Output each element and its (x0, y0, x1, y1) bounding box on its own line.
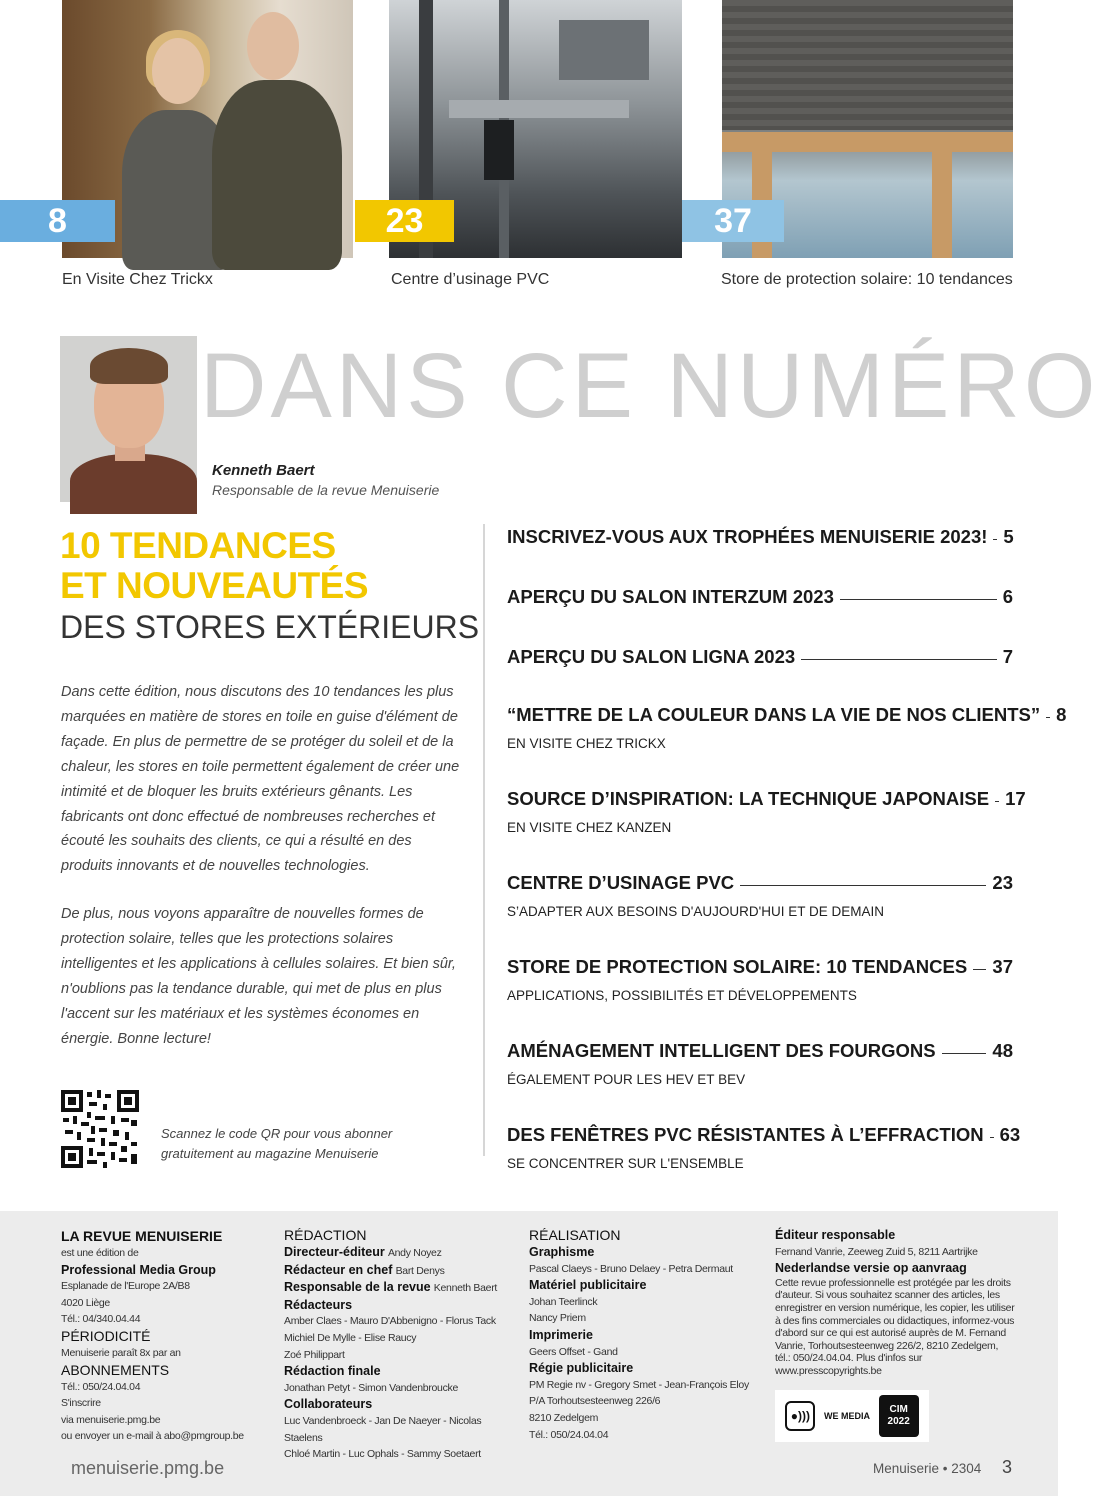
toc-title: APERÇU DU SALON LIGNA 2023 (507, 646, 796, 667)
toc-entry[interactable] (507, 872, 1013, 919)
lead-headline-line2: ET NOUVEAUTÉS (60, 565, 369, 606)
author-name: Kenneth Baert (212, 462, 315, 479)
toc-page: 8 (1056, 704, 1067, 725)
feature-page-number: 23 (355, 200, 454, 242)
masthead-publisher: LA REVUE MENUISERIE est une édition de Professional Media Group Esplanade de l'Europe 2A/B8 4020 Liège Tél.: 04/340.04.44 PÉRIODICITÉ Menuiserie paraît 8x par an ABONNEMENTS Tél.: 050/24.04.04 S'inscrire via menuiserie.pmg.be ou envoyer un e-mail à abo@pmgroup.be (61, 1227, 271, 1445)
toc-title: SOURCE D’INSPIRATION: LA TECHNIQUE JAPONAISE (507, 788, 990, 809)
subscribe-email[interactable]: ou envoyer un e-mail à abo@pmgroup.be (61, 1430, 244, 1443)
toc-title: AMÉNAGEMENT INTELLIGENT DES FOURGONS (507, 1040, 936, 1061)
toc-title: CENTRE D’USINAGE PVC (507, 872, 735, 893)
toc-page: 63 (999, 1124, 1021, 1145)
toc-title: DES FENÊTRES PVC RÉSISTANTES À L’EFFRACTION (507, 1124, 984, 1145)
toc-entry[interactable] (507, 586, 1013, 608)
toc-entry[interactable] (507, 956, 1013, 1003)
feature-page-number: 37 (682, 200, 784, 242)
qr-code-icon[interactable] (61, 1090, 139, 1168)
toc-page: 7 (1002, 646, 1013, 667)
toc-subtitle: ÉGALEMENT POUR LES HEV ET BEV (507, 1072, 746, 1087)
wemedia-logo: WE MEDIA (823, 1411, 870, 1421)
toc-entry[interactable] (507, 1040, 1013, 1087)
cim-logo: CIM 2022 (879, 1395, 919, 1437)
toc-title: INSCRIVEZ-VOUS AUX TROPHÉES MENUISERIE 2023! (507, 526, 988, 547)
toc-title: “METTRE DE LA COULEUR DANS LA VIE DE NOS CLIENTS” (507, 704, 1041, 725)
website-link[interactable]: menuiserie.pmg.be (71, 1458, 225, 1478)
masthead-title: LA REVUE MENUISERIE (61, 1228, 223, 1244)
toc-page: 23 (992, 872, 1013, 893)
toc-subtitle: APPLICATIONS, POSSIBILITÉS ET DÉVELOPPEMENTS (507, 988, 857, 1003)
lead-subheadline: DES STORES EXTÉRIEURS (60, 609, 480, 645)
masthead-production: RÉALISATION Graphisme Pascal Claeys - Bruno Delaey - Petra Dermaut Matériel publicitaire Johan Teerlinck Nancy Priem Imprimerie Geers Offset - Gand Régie publicitaire PM Regie nv - Gregory Smet - Jean-François Eloy P/A Torhoutsesteenweg 226/6 8210 Zedelgem Tél.: 050/24.04.04 (529, 1227, 749, 1441)
audio-accessibility-icon: ●))) (785, 1401, 815, 1431)
intro-paragraph: Dans cette édition, nous discutons des 10 tendances les plus marquées en matière de stores en toile en guise d'élément de façade. En plus de permettre de se protéger du soleil et de la chaleur, les stores en toile permettent également de créer une intimité et de bloquer les bruits extérieurs gênants. Les fabricants ont donc effectué de nombreuses recherches et écouté les souhaits des clients, ce qui a résulté en des produits innovants et de nouvelles technologies. (61, 684, 460, 875)
certification-logos (775, 1390, 929, 1442)
column-divider (483, 524, 485, 1156)
page-number: 3 (1002, 1457, 1013, 1477)
toc-page: 48 (992, 1040, 1013, 1061)
toc-subtitle: EN VISITE CHEZ KANZEN (507, 820, 672, 835)
toc-entry[interactable] (507, 1124, 1021, 1171)
toc-title: STORE DE PROTECTION SOLAIRE: 10 TENDANCES (507, 956, 968, 977)
masthead-legal: Éditeur responsable Fernand Vanrie, Zeeweg Zuid 5, 8211 Aartrijke Nederlandse versie op aanvraag Cette revue professionnelle est protégée par les droits d'auteur. Si vous souhaitez scanner des articles, les enregistrer en version numérique, les copier, les utiliser à des fins commerciales ou didactiques, informez-vous d'abord sur ce qui est autorisé auprès de M. Fernand Vanrie, Torhoutsesteenweg 226/2, 8210 Zedelgem, tél.: 050/24.04.04. Plus d'infos sur www.presscopyrights.be (775, 1228, 1015, 1377)
qr-caption: Scannez le code QR pour vous abonner gratuitement au magazine Menuiserie (161, 1126, 393, 1161)
feature-caption: Centre d’usinage PVC (391, 271, 550, 288)
toc-entry[interactable] (507, 646, 1013, 668)
feature-caption: Store de protection solaire: 10 tendances (721, 271, 1013, 288)
feature-caption: En Visite Chez Trickx (62, 271, 213, 288)
intro-paragraph: De plus, nous voyons apparaître de nouvelles formes de protection solaire, telles que les protections solaires intelligentes et les applications à cellules solaires. Et bien sûr, n'oublions pas la tendance durable, qui met de plus en plus l'accent sur les matériaux et les systèmes économes en énergie. Bonne lecture! (61, 906, 456, 1047)
toc-subtitle: EN VISITE CHEZ TRICKX (507, 736, 666, 751)
masthead-editorial: RÉDACTION Directeur-éditeur Andy Noyez Rédacteur en chef Bart Denys Responsable de la revue Kenneth Baert Rédacteurs Amber Claes - Mauro D'Abbenigno - Florus Tack Michiel De Mylle - Elise Raucy Zoé Philippart Rédaction finale Jonathan Petyt - Simon Vandenbroucke Collaborateurs Luc Vandenbroeck - Jan De Naeyer - Nicolas Staelens Chloé Martin - Luc Ophals - Sammy Soetaert (284, 1227, 498, 1461)
author-role: Responsable de la revue Menuiserie (212, 482, 440, 498)
toc-page: 17 (1005, 788, 1026, 809)
toc-page: 5 (1003, 526, 1014, 547)
lead-headline-line1: 10 TENDANCES (60, 525, 336, 566)
toc-page: 37 (992, 956, 1013, 977)
issue-label: Menuiserie • 2304 (873, 1461, 982, 1476)
toc-entry[interactable] (507, 526, 1013, 548)
author-portrait (60, 336, 197, 502)
feature-page-number: 8 (0, 200, 115, 242)
toc-title: APERÇU DU SALON INTERZUM 2023 (507, 586, 834, 607)
toc-subtitle: SE CONCENTRER SUR L'ENSEMBLE (507, 1156, 744, 1171)
toc-entry[interactable] (507, 788, 1026, 835)
toc-entry[interactable] (507, 704, 1067, 751)
toc-subtitle: S’ADAPTER AUX BESOINS D'AUJOURD'HUI ET DE DEMAIN (507, 904, 884, 919)
page-title: DANS CE NUMÉRO (200, 335, 1099, 437)
subscribe-link[interactable]: via menuiserie.pmg.be (61, 1413, 161, 1426)
toc-page: 6 (1002, 586, 1013, 607)
